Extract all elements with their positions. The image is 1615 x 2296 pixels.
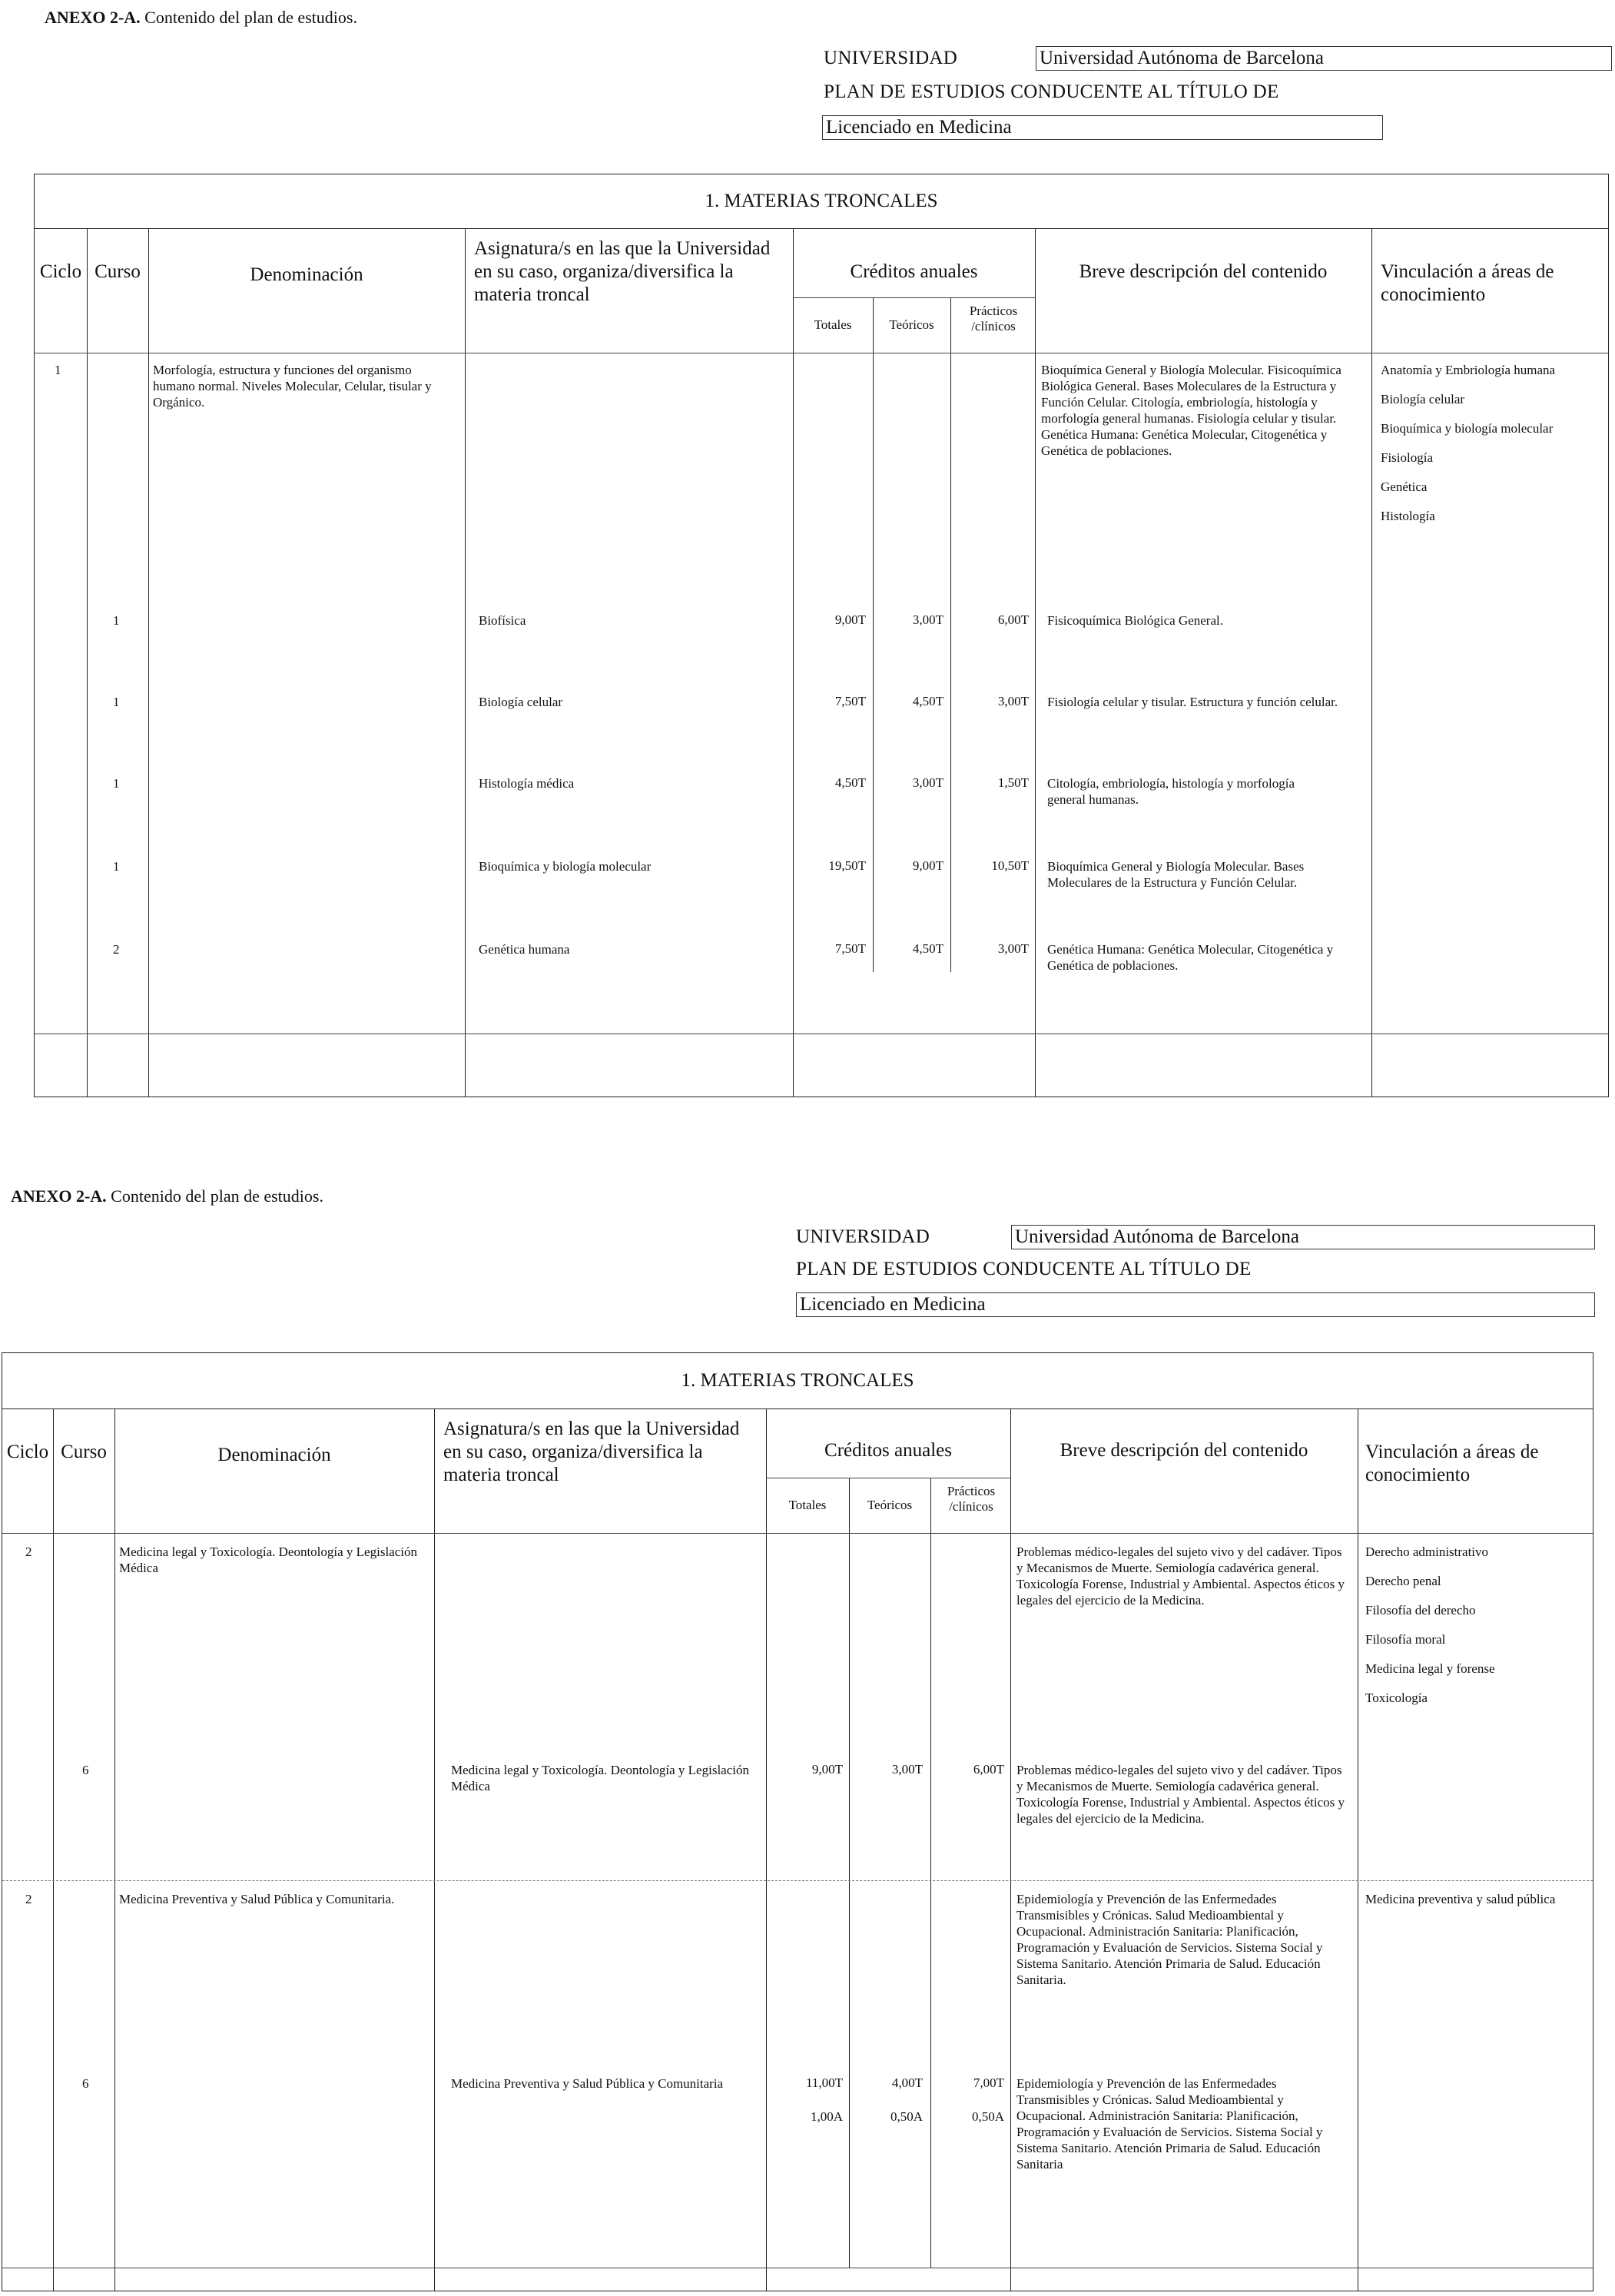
col-ciclo: Ciclo	[6, 1442, 49, 1462]
row-practicos-a: 0,50A	[971, 2109, 1004, 2124]
materia-areas	[1365, 1544, 1588, 1719]
universidad-label: UNIVERSIDAD	[796, 1226, 930, 1247]
materia-ciclo: 1	[55, 363, 61, 377]
col-curso: Curso	[61, 1442, 107, 1462]
row-totales: 11,00T	[805, 2075, 843, 2090]
row-descripcion: Fisiología celular y tisular. Estructura y función celular.	[1047, 695, 1338, 709]
row-asignatura: Histología médica	[479, 776, 575, 791]
page-1	[0, 0, 1615, 1137]
row-curso: 6	[82, 2076, 89, 2091]
row-teoricos: 3,00T	[891, 1762, 923, 1777]
row-curso: 1	[113, 776, 120, 791]
area-item: Filosofía del derecho	[1365, 1603, 1476, 1617]
area-item: Filosofía moral	[1365, 1632, 1446, 1647]
row-totales: 19,50T	[828, 858, 866, 873]
col-teoricos: Teóricos	[889, 317, 934, 332]
area-item: Biología celular	[1381, 392, 1465, 406]
col-descripcion: Breve descripción del contenido	[1079, 261, 1328, 282]
row-asignatura: Biofísica	[479, 613, 526, 628]
materia-descripcion: Problemas médico-legales del sujeto vivo y del cadáver. Tipos y Mecanismos de Muerte. Semiología cadavérica general. Toxicología Forense, Industrial y Ambiental. Aspectos éticos y legales del ejercicio de la Medicina.	[1016, 1544, 1345, 1608]
row-asignatura: Genética humana	[479, 942, 570, 957]
materia-descripcion: Epidemiología y Prevención de las Enfermedades Transmisibles y Crónicas. Salud Medioambiental y Ocupacional. Administración Sanitaria: Planificación, Programación y Evaluación de Servicios. Sistema Social y Sistema Sanitario. Atención Primaria de Salud. Educación Sanitaria.	[1016, 1892, 1323, 1987]
col-ciclo: Ciclo	[39, 261, 82, 282]
row-asignatura: Medicina legal y Toxicología. Deontología y Legislación Médica	[451, 1763, 749, 1793]
row-asignatura: Biología celular	[479, 695, 563, 709]
row-descripcion: Fisicoquímica Biológica General.	[1047, 613, 1223, 628]
col-vinculacion: Vinculación a áreas de conocimiento	[1365, 1442, 1539, 1485]
titulo-value-box: Licenciado en Medicina	[822, 115, 1383, 140]
row-curso: 1	[113, 859, 120, 874]
row-curso: 1	[113, 695, 120, 709]
area-item: Anatomía y Embriología humana	[1381, 363, 1556, 377]
row-practicos: 10,50T	[991, 858, 1029, 873]
materia-areas	[1365, 1891, 1588, 1920]
col-asignatura: Asignatura/s en las que la Universidad en su caso, organiza/diversifica la materia troncal	[474, 238, 771, 305]
area-item: Histología	[1381, 509, 1435, 523]
universidad-value-box: Universidad Autónoma de Barcelona	[1036, 46, 1612, 71]
col-denominacion: Denominación	[250, 264, 363, 285]
row-teoricos: 3,00T	[912, 612, 943, 627]
materia-ciclo: 2	[25, 1892, 32, 1906]
materias-table-1	[34, 174, 1609, 1097]
area-item: Derecho penal	[1365, 1574, 1441, 1588]
row-asignatura: Bioquímica y biología molecular	[479, 859, 652, 874]
col-totales: Totales	[788, 1498, 827, 1512]
area-item: Toxicología	[1365, 1690, 1428, 1705]
universidad-label: UNIVERSIDAD	[824, 48, 958, 68]
titulo-value-box: Licenciado en Medicina	[796, 1292, 1595, 1317]
area-item: Medicina legal y forense	[1365, 1661, 1495, 1676]
materia-descripcion: Bioquímica General y Biología Molecular. Fisicoquímica Biológica General. Bases Moleculares de la Estructura y Función Celular. Citología, embriología, histología y morfología general humanas. Fisiología celular y tisular. Genética Humana: Genética Molecular, Citogenética y Genética de poblaciones.	[1041, 363, 1341, 458]
materia-denominacion: Medicina Preventiva y Salud Pública y Comunitaria.	[119, 1892, 395, 1906]
row-descripcion: Problemas médico-legales del sujeto vivo y del cadáver. Tipos y Mecanismos de Muerte. Semiología cadavérica general. Toxicología Forense, Industrial y Ambiental. Aspectos éticos y legales del ejercicio de la Medicina.	[1016, 1763, 1345, 1826]
col-descripcion: Breve descripción del contenido	[1060, 1440, 1308, 1461]
row-curso: 6	[82, 1763, 89, 1777]
materia-ciclo: 2	[25, 1544, 32, 1559]
row-totales: 7,50T	[834, 694, 866, 708]
section-title: 1. MATERIAS TRONCALES	[2, 1353, 1593, 1409]
row-totales: 4,50T	[834, 775, 866, 790]
row-teoricos: 4,00T	[891, 2075, 923, 2090]
area-item: Derecho administrativo	[1365, 1544, 1489, 1559]
col-curso: Curso	[95, 261, 141, 282]
col-vinculacion: Vinculación a áreas de conocimiento	[1381, 261, 1554, 305]
row-practicos: 6,00T	[973, 1762, 1004, 1777]
row-teoricos-a: 0,50A	[890, 2109, 923, 2124]
anexo-heading: ANEXO 2-A. Contenido del plan de estudios.	[11, 1186, 323, 1206]
col-teoricos: Teóricos	[867, 1498, 913, 1512]
materia-areas	[1381, 362, 1603, 537]
materia-denominacion: Morfología, estructura y funciones del organismo humano normal. Niveles Molecular, Celular, tisular y Orgánico.	[153, 363, 432, 410]
area-item: Fisiología	[1381, 450, 1434, 465]
row-teoricos: 9,00T	[912, 858, 943, 873]
area-item: Medicina preventiva y salud pública	[1365, 1892, 1556, 1906]
page-2	[0, 1176, 1615, 2296]
col-asignatura: Asignatura/s en las que la Universidad en su caso, organiza/diversifica la materia troncal	[443, 1418, 740, 1485]
col-creditos: Créditos anuales	[850, 261, 978, 282]
area-item: Bioquímica y biología molecular	[1381, 421, 1554, 436]
materias-table-2	[2, 1352, 1593, 2291]
row-teoricos: 4,50T	[912, 941, 943, 956]
row-practicos: 7,00T	[973, 2075, 1004, 2090]
col-practicos: Prácticos /clínicos	[969, 304, 1018, 333]
row-totales: 9,00T	[811, 1762, 843, 1777]
row-descripcion: Genética Humana: Genética Molecular, Citogenética y Genética de poblaciones.	[1047, 942, 1334, 973]
row-asignatura: Medicina Preventiva y Salud Pública y Comunitaria	[451, 2076, 724, 2091]
row-practicos: 1,50T	[997, 775, 1029, 790]
col-practicos: Prácticos /clínicos	[947, 1484, 996, 1514]
row-practicos: 3,00T	[997, 941, 1029, 956]
universidad-value-box: Universidad Autónoma de Barcelona	[1011, 1225, 1595, 1249]
section-title: 1. MATERIAS TRONCALES	[35, 174, 1608, 229]
row-descripcion: Epidemiología y Prevención de las Enfermedades Transmisibles y Crónicas. Salud Medioambiental y Ocupacional. Administración Sanitaria: Planificación, Programación y Evaluación de Servicios. Sistema Social y Sistema Sanitario. Atención Primaria de Salud. Educación Sanitaria	[1016, 2076, 1323, 2172]
row-totales: 7,50T	[834, 941, 866, 956]
col-totales: Totales	[814, 317, 852, 332]
materia-denominacion: Medicina legal y Toxicología. Deontología y Legislación Médica	[119, 1544, 417, 1575]
plan-label: PLAN DE ESTUDIOS CONDUCENTE AL TÍTULO DE	[824, 81, 1279, 102]
row-practicos: 3,00T	[997, 694, 1029, 708]
row-descripcion: Bioquímica General y Biología Molecular. Bases Moleculares de la Estructura y Función Celular.	[1047, 859, 1305, 890]
row-totales: 9,00T	[834, 612, 866, 627]
row-curso: 1	[113, 613, 120, 628]
plan-label: PLAN DE ESTUDIOS CONDUCENTE AL TÍTULO DE	[796, 1259, 1252, 1279]
row-curso: 2	[113, 942, 120, 957]
col-creditos: Créditos anuales	[824, 1440, 952, 1461]
col-denominacion: Denominación	[217, 1445, 331, 1465]
area-item: Genética	[1381, 479, 1428, 494]
row-teoricos: 4,50T	[912, 694, 943, 708]
row-teoricos: 3,00T	[912, 775, 943, 790]
anexo-heading: ANEXO 2-A. Contenido del plan de estudios.	[45, 8, 357, 27]
row-practicos: 6,00T	[997, 612, 1029, 627]
row-descripcion: Citología, embriología, histología y morfología general humanas.	[1047, 776, 1295, 807]
row-totales-a: 1,00A	[810, 2109, 843, 2124]
